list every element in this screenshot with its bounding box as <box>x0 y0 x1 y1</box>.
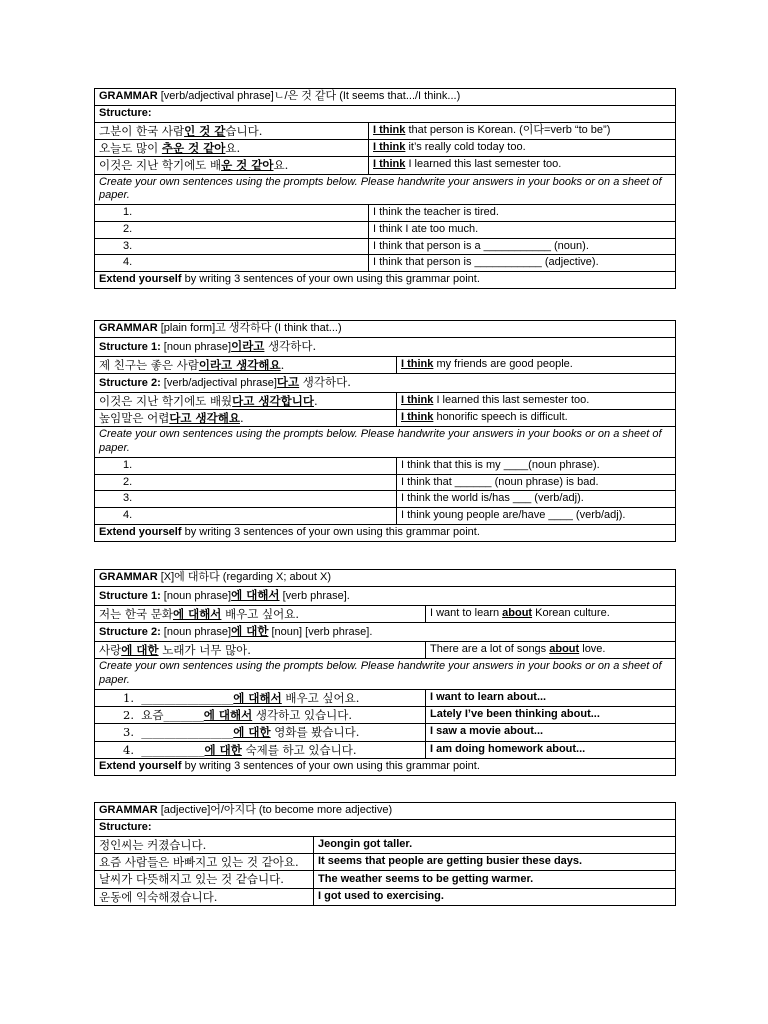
instructions-row: Create your own sentences using the prompts below. Please handwrite your answers in your books or on a sheet of paper. <box>95 174 676 205</box>
structure-row: Structure 1: [noun phrase]이라고 생각하다. <box>95 337 676 356</box>
example-row: 이것은 지난 학기에도 배웠다고 생각합니다. I think I learned this last semester too. <box>95 392 676 409</box>
grammar-table-1 <box>94 88 676 289</box>
example-row: 오늘도 많이 추운 것 같아요. I think it’s really cold today too. <box>95 139 676 156</box>
prompt-row: 3. I think that person is a ___________ (noun). <box>95 238 676 255</box>
table-header-row: GRAMMAR [plain form]고 생각하다 (I think that...) <box>95 321 676 338</box>
extend-row: Extend yourself by writing 3 sentences of your own using this grammar point. <box>95 272 676 289</box>
grammar-table-3 <box>94 569 676 776</box>
instructions-row: Create your own sentences using the prompts below. Please handwrite your answers in your books or on a sheet of paper. <box>95 659 676 690</box>
example-row: 저는 한국 문화에 대해서 배우고 싶어요. I want to learn about Korean culture. <box>95 605 676 622</box>
instructions-row: Create your own sentences using the prompts below. Please handwrite your answers in your books or on a sheet of paper. <box>95 427 676 458</box>
extend-row: Extend yourself by writing 3 sentences of your own using this grammar point. <box>95 759 676 776</box>
prompt-row: 2. I think I ate too much. <box>95 221 676 238</box>
table-header-row: GRAMMAR [adjective]어/아지다 (to become more adjective) <box>95 803 676 820</box>
grammar-title: [adjective]어/아지다 (to become more adjective) <box>157 804 393 816</box>
prompt-row: 1. ________________에 대해서 배우고 싶어요. I want to learn about... <box>95 689 676 706</box>
example-row: 그분이 한국 사람인 것 같습니다. I think that person is Korean. (이다=verb “to be”) <box>95 122 676 139</box>
table-header-row: GRAMMAR [X]에 대하다 (regarding X; about X) <box>95 570 676 587</box>
grammar-title: [plain form]고 생각하다 (I think that...) <box>157 322 342 334</box>
grammar-title: [X]에 대하다 (regarding X; about X) <box>157 571 332 583</box>
example-row: 정인씨는 커졌습니다. Jeongin got taller. <box>95 836 676 853</box>
example-row: 이것은 지난 학기에도 배운 것 같아요. I think I learned this last semester too. <box>95 157 676 174</box>
prompt-row: 4. I think that person is ___________ (adjective). <box>95 255 676 272</box>
example-row: 사랑에 대한 노래가 너무 많아. There are a lot of songs about love. <box>95 641 676 658</box>
prompt-row: 1. I think the teacher is tired. <box>95 205 676 222</box>
structure-row: Structure 2: [verb/adjectival phrase]다고 생각하다. <box>95 373 676 392</box>
table-header-row: GRAMMAR [verb/adjectival phrase]ㄴ/은 것 같다 (It seems that.../I think...) <box>95 89 676 106</box>
prompt-row: 3. ________________에 대한 영화를 봤습니다. I saw a movie about... <box>95 724 676 741</box>
structure-row: Structure 2: [noun phrase]에 대한 [noun] [verb phrase]. <box>95 622 676 641</box>
extend-row: Extend yourself by writing 3 sentences of your own using this grammar point. <box>95 524 676 541</box>
example-row: 제 친구는 좋은 사람이라고 생각해요. I think my friends are good people. <box>95 356 676 373</box>
prompt-row: 2. 요즘_______에 대해서 생각하고 있습니다. Lately I’ve been thinking about... <box>95 706 676 723</box>
prompt-row: 3. I think the world is/has ___ (verb/adj). <box>95 491 676 508</box>
example-row: 요즘 사람들은 바빠지고 있는 것 같아요. It seems that people are getting busier these days. <box>95 853 676 870</box>
prompt-row: 4. ___________에 대한 숙제를 하고 있습니다. I am doing homework about... <box>95 741 676 758</box>
grammar-title: [verb/adjectival phrase]ㄴ/은 것 같다 (It seems that.../I think...) <box>157 90 461 102</box>
grammar-table-4 <box>94 802 676 906</box>
example-row: 운동에 익숙해졌습니다. I got used to exercising. <box>95 888 676 905</box>
grammar-table-2 <box>94 320 676 542</box>
structure-row: Structure 1: [noun phrase]에 대해서 [verb phrase]. <box>95 586 676 605</box>
structure-row: Structure: <box>95 105 676 122</box>
example-row: 높임말은 어렵다고 생각해요. I think honorific speech is difficult. <box>95 410 676 427</box>
example-row: 날씨가 다뜻해지고 있는 것 같습니다. The weather seems to be getting warmer. <box>95 871 676 888</box>
prompt-row: 4. I think young people are/have ____ (verb/adj). <box>95 508 676 525</box>
prompt-row: 1. I think that this is my ____(noun phrase). <box>95 457 676 474</box>
structure-row: Structure: <box>95 819 676 836</box>
prompt-row: 2. I think that ______ (noun phrase) is bad. <box>95 474 676 491</box>
